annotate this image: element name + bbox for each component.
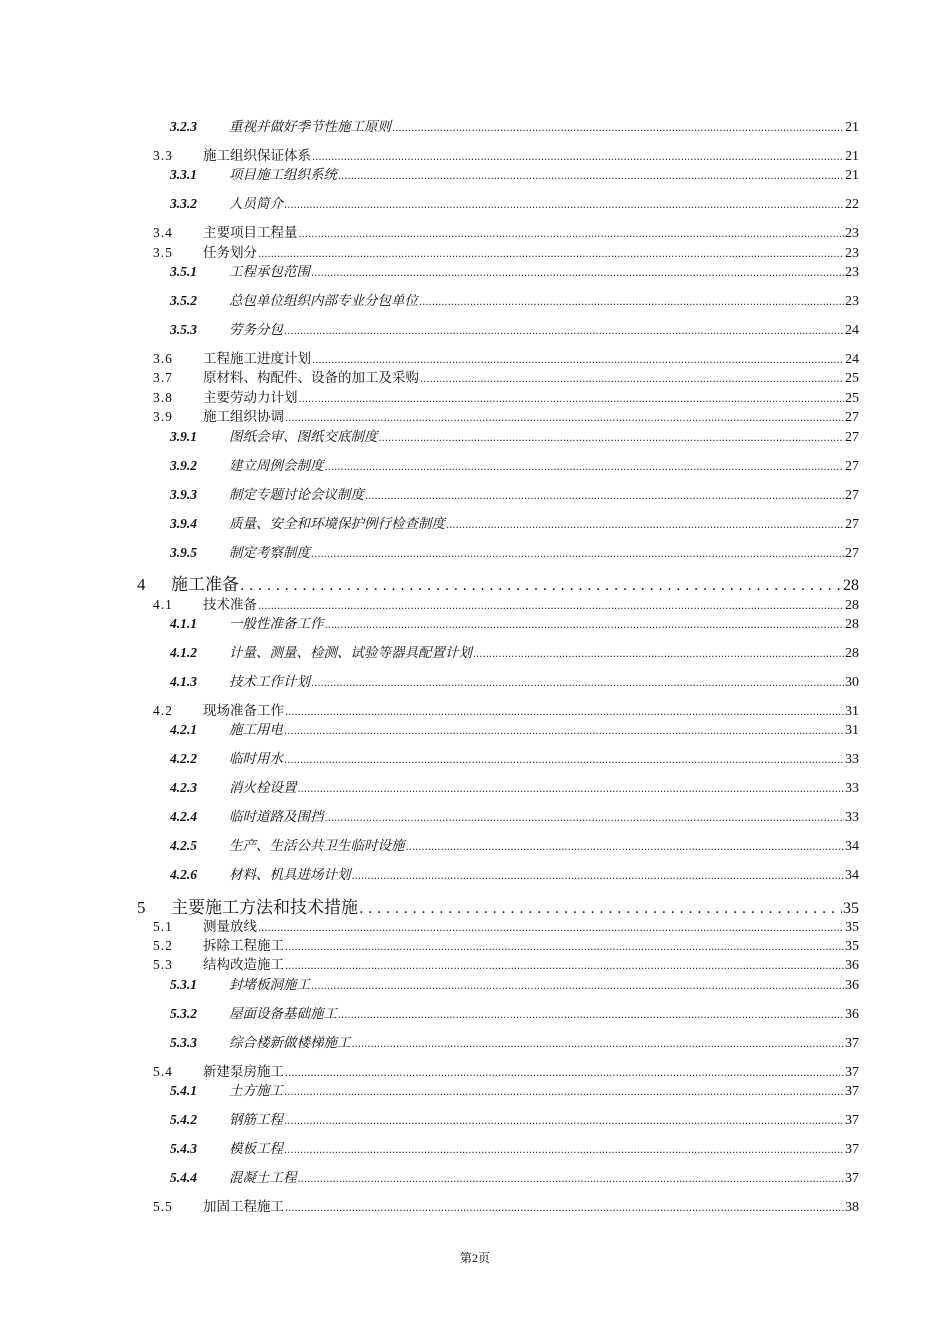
toc-page: 23 [845,226,859,241]
toc-page: 38 [845,1200,859,1215]
toc-page: 35 [845,939,859,954]
toc-page: 35 [843,900,859,917]
dot-leader [311,977,844,993]
toc-number: 3.8 [153,390,173,405]
toc-page: 28 [843,577,859,594]
toc-number: 5.1 [153,919,173,934]
dot-leader [240,575,842,595]
toc-entry[interactable] [170,1137,859,1158]
toc-title: 临时用水 [229,751,283,767]
toc-title: 制定考察制度 [229,545,310,561]
toc-title: 封堵板洞施工 [229,977,310,993]
dot-leader [285,703,844,719]
toc-number: 3.3 [153,148,173,163]
toc-page: 27 [845,517,859,532]
toc-title: 结构改造施工 [203,957,284,973]
toc-title: 工程施工进度计划 [203,351,311,367]
toc-number: 5.3 [153,957,173,972]
toc-page: 28 [845,617,859,632]
dot-leader [379,429,845,445]
toc-title: 临时道路及围挡 [229,809,324,825]
toc-entry[interactable] [170,541,859,562]
toc-number: 3.4 [153,225,173,240]
toc-number: 5.5 [153,1199,173,1214]
toc-number: 4 [137,575,146,594]
dot-leader [284,196,844,212]
toc-entry[interactable] [170,834,859,855]
toc-title: 质量、安全和环境保护例行检查制度 [229,516,445,532]
toc-entry[interactable] [153,699,859,720]
toc-page: 28 [845,646,859,661]
toc-number: 3.9.5 [170,545,197,560]
toc-entry[interactable] [170,670,859,691]
dot-leader [352,1035,845,1051]
toc-title: 任务划分 [203,245,257,261]
toc-page: 27 [845,430,859,445]
toc-page: 34 [845,868,859,883]
toc-entry[interactable] [170,192,859,213]
toc-number: 3.5 [153,245,173,260]
dot-leader [311,264,844,280]
dot-leader [311,674,844,690]
toc-title: 施工用电 [229,722,283,738]
toc-title: 重视并做好季节性施工原则 [229,119,391,135]
toc-number: 4.2.1 [170,722,197,737]
toc-page: 31 [845,704,859,719]
toc-number: 3.7 [153,370,173,385]
dot-leader [298,1170,845,1186]
dot-leader [258,597,844,613]
dot-leader [338,167,844,183]
toc-page: 27 [845,410,859,425]
toc-page: 33 [845,810,859,825]
dot-leader [284,1141,844,1157]
dot-leader [406,838,845,854]
dot-leader [285,1199,844,1215]
toc-entry[interactable] [153,934,859,955]
toc-page: 24 [845,352,859,367]
toc-entry[interactable] [153,347,859,368]
toc-entry[interactable] [170,318,859,339]
toc-title: 新建泵房施工 [203,1064,284,1080]
toc-number: 4.2.5 [170,838,197,853]
toc-title: 钢筋工程 [229,1112,283,1128]
dot-leader [392,119,844,135]
toc-entry[interactable] [170,805,859,826]
dot-leader [299,225,845,241]
toc-title: 主要施工方法和技术措施 [171,898,358,918]
dot-leader [284,1112,844,1128]
toc-number: 3.9.2 [170,458,197,473]
toc-page: 24 [845,323,859,338]
dot-leader [419,293,844,309]
toc-number: 4.2.4 [170,809,197,824]
toc-number: 3.6 [153,351,173,366]
toc-number: 5.3.2 [170,1006,197,1021]
toc-page: 37 [845,1171,859,1186]
toc-title: 现场准备工作 [203,703,284,719]
toc-entry[interactable] [170,747,859,768]
toc-number: 5.3.3 [170,1035,197,1050]
dot-leader [312,148,844,164]
dot-leader [298,780,845,796]
dot-leader [365,487,844,503]
toc-title: 建立周例会制度 [229,458,324,474]
toc-title: 技术准备 [203,597,257,613]
toc-page: 34 [845,839,859,854]
toc-page: 28 [845,598,859,613]
toc-page: 27 [845,546,859,561]
toc-number: 5 [137,898,146,917]
toc-entry[interactable] [170,1108,859,1129]
toc-number: 3.2.3 [170,119,197,134]
toc-entry[interactable] [170,512,859,533]
toc-title: 图纸会审、图纸交底制度 [229,429,378,445]
toc-title: 计量、测量、检测、试验等器具配置计划 [229,645,472,661]
toc-page: 27 [845,459,859,474]
toc-page: 25 [845,371,859,386]
dot-leader [258,245,844,261]
toc-entry[interactable] [170,641,859,662]
toc-title: 技术工作计划 [229,674,310,690]
toc-entry[interactable] [153,221,859,242]
toc-page: 36 [845,1007,859,1022]
toc-entry[interactable] [170,1166,859,1187]
toc-page: 33 [845,752,859,767]
dot-leader [325,809,845,825]
toc-entry[interactable] [153,241,859,262]
toc-number: 4.1 [153,597,173,612]
toc-entry[interactable] [170,163,859,184]
page-footer: 第2页 [459,1251,490,1265]
toc-entry[interactable] [153,953,859,974]
toc-number: 3.5.2 [170,293,197,308]
toc-title: 总包单位组织内部专业分包单位 [229,293,418,309]
toc-title: 施工准备 [171,575,239,595]
toc-number: 3.5.1 [170,264,197,279]
dot-leader [473,645,844,661]
toc-title: 主要项目工程量 [203,225,298,241]
toc-title: 模板工程 [229,1141,283,1157]
toc-entry[interactable] [153,405,859,426]
toc-title: 人员简介 [229,196,283,212]
toc-title: 一般性准备工作 [229,616,324,632]
toc-number: 4.2 [153,703,173,718]
toc-entry[interactable] [170,1031,859,1052]
toc-number: 5.4.4 [170,1170,197,1185]
toc-page: 22 [845,197,859,212]
toc-title: 项目施工组织系统 [229,167,337,183]
dot-leader [284,751,844,767]
toc-number: 5.3.1 [170,977,197,992]
toc-entry[interactable] [153,1195,859,1216]
toc-number: 4.1.2 [170,645,197,660]
toc-page: 37 [845,1036,859,1051]
toc-entry[interactable] [170,1079,859,1100]
toc-number: 5.4.3 [170,1141,197,1156]
toc-title: 土方施工 [229,1083,283,1099]
dot-leader [258,919,844,935]
toc-page: 27 [845,488,859,503]
toc-number: 4.2.6 [170,867,197,882]
toc-entry[interactable] [170,1002,859,1023]
toc-page: 35 [845,920,859,935]
toc-entry[interactable] [170,483,859,504]
toc-page: 30 [845,675,859,690]
toc-number: 5.4.1 [170,1083,197,1098]
toc-entry[interactable] [153,915,859,936]
toc-entry[interactable] [153,593,859,614]
toc-title: 原材料、构配件、设备的加工及采购 [203,370,419,386]
toc-number: 3.3.1 [170,167,197,182]
toc-page: 21 [845,168,859,183]
toc-entry[interactable] [153,144,859,165]
toc-title: 混凝土工程 [229,1170,297,1186]
toc-page: 21 [845,120,859,135]
toc-entry[interactable] [170,612,859,633]
toc-title: 测量放线 [203,919,257,935]
toc-title: 制定专题讨论会议制度 [229,487,364,503]
dot-leader [352,867,845,883]
toc-entry[interactable] [170,425,859,446]
dot-leader [285,409,844,425]
toc-page: 21 [845,149,859,164]
toc-entry[interactable] [170,454,859,475]
toc-page: 37 [845,1065,859,1080]
toc-number: 5.4 [153,1064,173,1079]
toc-entry[interactable] [170,718,859,739]
toc-page: 36 [845,978,859,993]
toc-page: 25 [845,391,859,406]
dot-leader [312,351,844,367]
toc-page: 31 [845,723,859,738]
dot-leader [446,516,844,532]
toc-entry[interactable] [170,289,859,310]
toc-title: 材料、机具进场计划 [229,867,351,883]
dot-leader [285,938,844,954]
toc-number: 4.1.1 [170,616,197,631]
dot-leader [338,1006,844,1022]
toc-title: 拆除工程施工 [203,938,284,954]
toc-number: 4.1.3 [170,674,197,689]
toc-page: 36 [845,958,859,973]
toc-title: 生产、生活公共卫生临时设施 [229,838,405,854]
toc-entry[interactable] [170,776,859,797]
toc-number: 4.2.2 [170,751,197,766]
dot-leader [311,545,844,561]
toc-page: 37 [845,1084,859,1099]
dot-leader [299,390,845,406]
toc-title: 消火栓设置 [229,780,297,796]
toc-number: 3.5.3 [170,322,197,337]
toc-title: 施工组织协调 [203,409,284,425]
dot-leader [285,1064,844,1080]
toc-page: 23 [845,246,859,261]
toc-entry[interactable] [170,973,859,994]
toc-number: 3.9.1 [170,429,197,444]
toc-number: 3.3.2 [170,196,197,211]
dot-leader [284,722,844,738]
dot-leader [420,370,844,386]
toc-title: 综合楼新做楼梯施工 [229,1035,351,1051]
toc-entry[interactable] [153,386,859,407]
toc-page: 33 [845,781,859,796]
toc-title: 劳务分包 [229,322,283,338]
toc-number: 4.2.3 [170,780,197,795]
toc-number: 5.2 [153,938,173,953]
toc-number: 5.4.2 [170,1112,197,1127]
toc-page: 23 [845,294,859,309]
toc-entry[interactable] [170,260,859,281]
toc-page: 23 [845,265,859,280]
toc-entry[interactable] [153,1060,859,1081]
toc-title: 屋面设备基础施工 [229,1006,337,1022]
toc-entry[interactable] [153,366,859,387]
toc-entry-chapter[interactable] [137,570,859,595]
toc-title: 工程承包范围 [229,264,310,280]
toc-page: 37 [845,1142,859,1157]
toc-number: 3.9.4 [170,516,197,531]
toc-number: 3.9 [153,409,173,424]
toc-number: 3.9.3 [170,487,197,502]
dot-leader [325,458,845,474]
dot-leader [284,322,844,338]
toc-title: 加固工程施工 [203,1199,284,1215]
dot-leader [325,616,845,632]
dot-leader [284,1083,844,1099]
dot-leader [285,957,844,973]
toc-page: 37 [845,1113,859,1128]
toc-entry[interactable] [170,115,859,136]
toc-title: 施工组织保证体系 [203,148,311,164]
toc-entry[interactable] [170,863,859,884]
toc-title: 主要劳动力计划 [203,390,298,406]
